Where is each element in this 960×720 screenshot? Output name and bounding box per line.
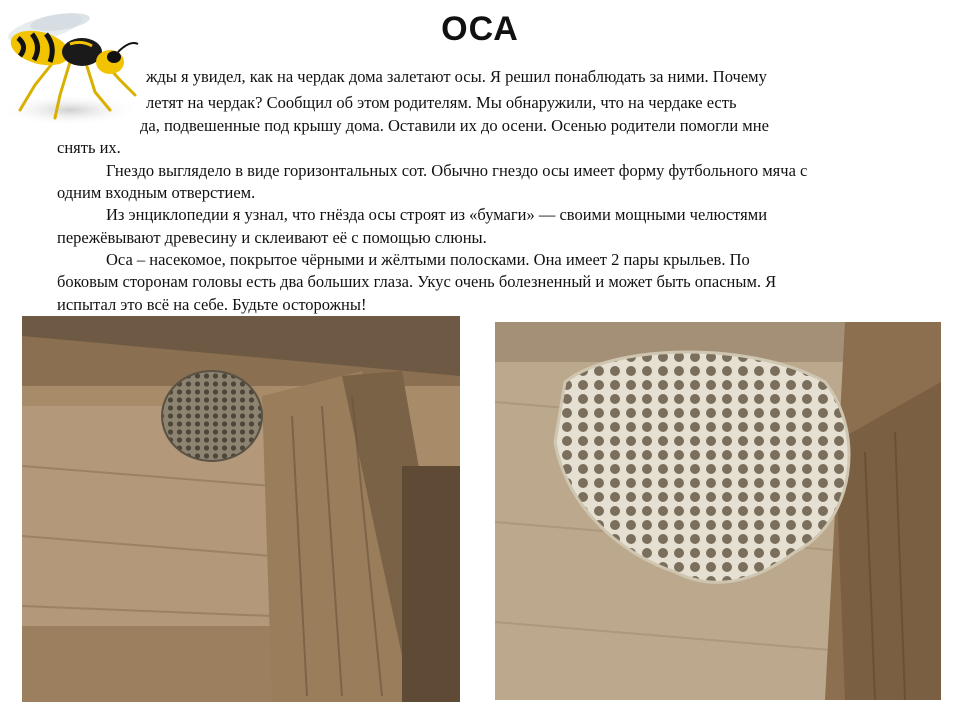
text-line: да, подвешенные под крышу дома. Оставили их до осени. Осенью родители помогли мне xyxy=(140,116,769,135)
text-line: жды я увидел, как на чердак дома залетают осы. Я решил понаблюдать за ними. Почему xyxy=(146,67,767,86)
text-line: испытал это всё на себе. Будьте осторожны! xyxy=(57,295,367,314)
text-line: летят на чердак? Сообщил об этом родителям. Мы обнаружили, что на чердаке есть xyxy=(146,93,737,112)
text-line: Из энциклопедии я узнал, что гнёзда осы строят из «бумаги» — своими мощными челюстями xyxy=(106,205,768,224)
text-line: боковым сторонам головы есть два больших глаза. Укус очень болезненный и может быть опасным. Я xyxy=(57,272,777,291)
text-line: Оса – насекомое, покрытое чёрными и жёлтыми полосками. Она имеет 2 пары крыльев. По xyxy=(106,250,750,269)
page-title: ОСА xyxy=(441,10,519,48)
nest-photo-left xyxy=(22,316,460,702)
text-line: одним входным отверстием. xyxy=(57,183,256,202)
text-line: Гнездо выглядело в виде горизонтальных сот. Обычно гнездо осы имеет форму футбольного мяча с xyxy=(106,161,808,180)
text-line: пережёвывают древесину и склеивают её с помощью слюны. xyxy=(57,228,487,247)
text-line: снять их. xyxy=(57,138,121,157)
nest-photo-right xyxy=(495,322,941,700)
